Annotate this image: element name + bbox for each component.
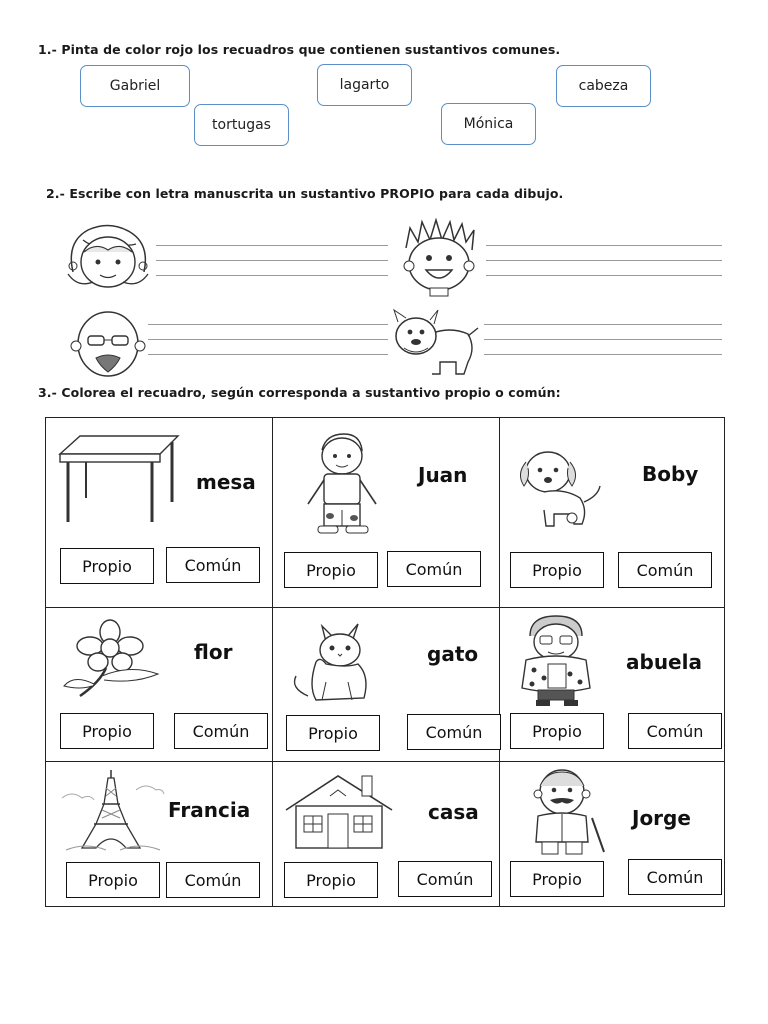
option-comun-jorge[interactable]: Común [628, 859, 722, 895]
instruction-2: 2.- Escribe con letra manuscrita un sustantivo PROPIO para cada dibujo. [46, 186, 564, 201]
word-box-gabriel[interactable]: Gabriel [80, 65, 190, 107]
bulldog-icon [390, 304, 482, 378]
writing-lines-1[interactable] [156, 245, 388, 290]
writing-lines-3[interactable] [148, 324, 388, 369]
cat-icon [286, 616, 386, 706]
option-propio-abuela[interactable]: Propio [510, 713, 604, 749]
word-gato: gato [427, 642, 479, 666]
word-box-lagarto[interactable]: lagarto [317, 64, 412, 106]
option-propio-juan[interactable]: Propio [284, 552, 378, 588]
option-comun-boby[interactable]: Común [618, 552, 712, 588]
word-flor: flor [194, 640, 233, 664]
grandpa-face-icon [62, 308, 154, 380]
boy-icon [300, 428, 385, 536]
option-comun-mesa[interactable]: Común [166, 547, 260, 583]
instruction-3: 3.- Colorea el recuadro, según corresponda a sustantivo propio o común: [38, 385, 561, 400]
grandfather-icon [518, 766, 614, 858]
word-box-tortugas[interactable]: tortugas [194, 104, 289, 146]
house-icon [284, 772, 396, 852]
word-box-cabeza[interactable]: cabeza [556, 65, 651, 107]
writing-lines-2[interactable] [486, 245, 722, 290]
option-propio-casa[interactable]: Propio [284, 862, 378, 898]
word-jorge: Jorge [632, 806, 691, 830]
noun-grid [45, 417, 725, 907]
word-mesa: mesa [196, 470, 256, 494]
option-propio-jorge[interactable]: Propio [510, 861, 604, 897]
flower-icon [60, 618, 165, 700]
option-propio-gato[interactable]: Propio [286, 715, 380, 751]
option-comun-casa[interactable]: Común [398, 861, 492, 897]
option-propio-boby[interactable]: Propio [510, 552, 604, 588]
writing-lines-4[interactable] [484, 324, 722, 369]
option-propio-flor[interactable]: Propio [60, 713, 154, 749]
word-abuela: abuela [626, 650, 702, 674]
option-comun-gato[interactable]: Común [407, 714, 501, 750]
word-box-monica[interactable]: Mónica [441, 103, 536, 145]
grandmother-icon [512, 612, 602, 708]
option-comun-abuela[interactable]: Común [628, 713, 722, 749]
word-boby: Boby [642, 462, 699, 486]
instruction-1: 1.- Pinta de color rojo los recuadros que contienen sustantivos comunes. [38, 42, 561, 57]
option-comun-juan[interactable]: Común [387, 551, 481, 587]
option-comun-flor[interactable]: Común [174, 713, 268, 749]
puppy-icon [514, 446, 609, 534]
word-casa: casa [428, 800, 479, 824]
eiffel-tower-icon [56, 768, 166, 854]
table-icon [56, 432, 181, 527]
option-propio-francia[interactable]: Propio [66, 862, 160, 898]
word-francia: Francia [168, 798, 251, 822]
option-comun-francia[interactable]: Común [166, 862, 260, 898]
boy-face-icon [392, 218, 487, 300]
word-juan: Juan [418, 463, 468, 487]
option-propio-mesa[interactable]: Propio [60, 548, 154, 584]
girl-face-icon [58, 222, 158, 292]
